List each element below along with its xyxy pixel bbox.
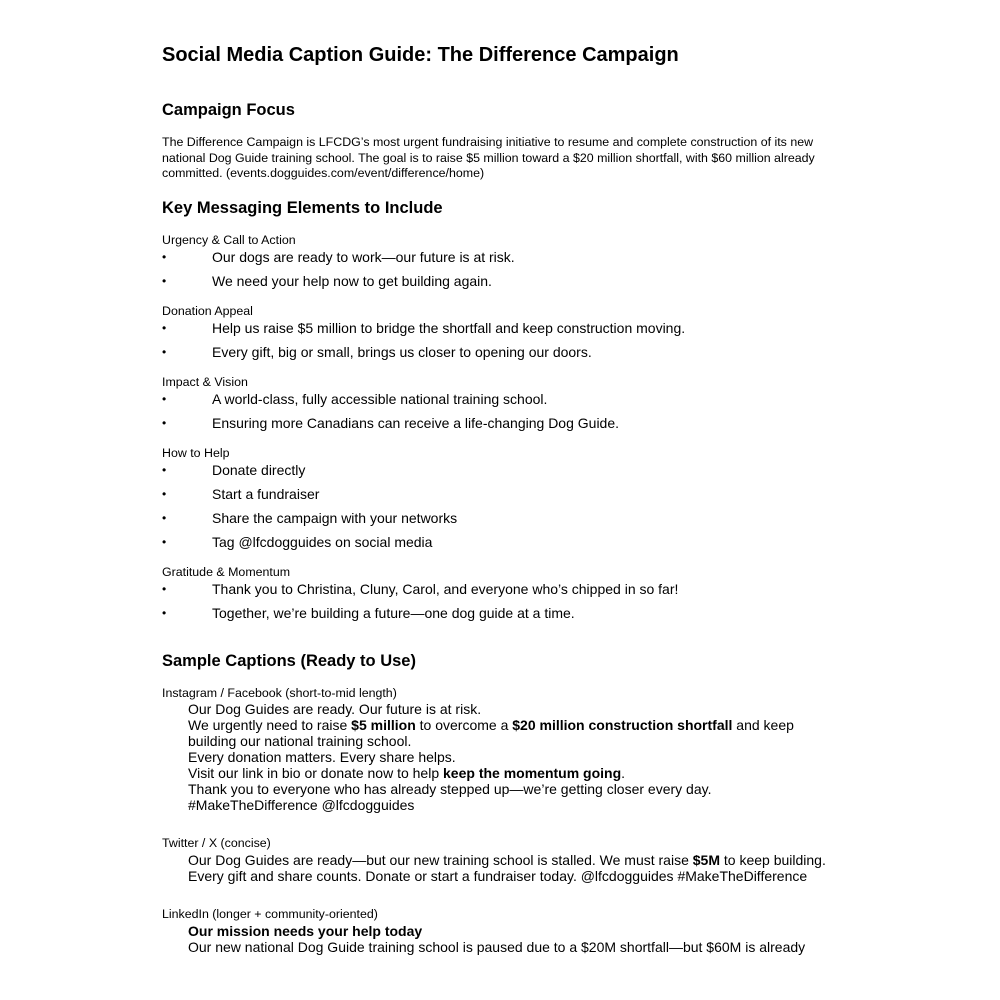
bullet-icon: •	[162, 511, 167, 525]
bullet-icon: •	[162, 345, 167, 359]
group-label-urgency: Urgency & Call to Action	[162, 233, 296, 247]
bullet-icon: •	[162, 582, 167, 596]
bullet-icon: •	[162, 535, 167, 549]
bullet-icon: •	[162, 392, 167, 406]
bullet-icon: •	[162, 321, 167, 335]
group-label-donation: Donation Appeal	[162, 304, 253, 318]
bullet-icon: •	[162, 463, 167, 477]
linkedin-label: LinkedIn (longer + community-oriented)	[162, 907, 378, 921]
campaign-focus-heading: Campaign Focus	[162, 101, 295, 119]
group-label-impact: Impact & Vision	[162, 375, 248, 389]
instagram-caption: Our Dog Guides are ready. Our future is at risk. We urgently need to raise $5 million to overcome a $20 million construction shortfall and keep building our national training school. Every donation matters. Every share helps. Visit our link in bio or donate now to help keep the momentum going. Thank you to everyone who has already stepped up—we’re getting closer every day. #MakeTheDifference @lfcdogguides	[188, 701, 794, 813]
linkedin-caption: Our mission needs your help today Our new national Dog Guide training school is paused due to a $20M shortfall—but $60M is already	[188, 923, 806, 955]
sample-captions-heading: Sample Captions (Ready to Use)	[162, 652, 416, 670]
instagram-label: Instagram / Facebook (short-to-mid length)	[162, 686, 397, 700]
group-label-gratitude: Gratitude & Momentum	[162, 565, 291, 579]
twitter-label: Twitter / X (concise)	[162, 836, 271, 850]
bullet-icon: •	[162, 250, 167, 264]
group-label-how-to-help: How to Help	[162, 446, 230, 460]
bullet-icon: •	[162, 606, 167, 620]
campaign-focus-text: The Difference Campaign is LFCDG’s most urgent fundraising initiative to resume and complete construction of its new national Dog Guide training school. The goal is to raise $5 million toward a $20 million shortfall, with $60 million already committed. (events.dogguides.com/event/difference/home)	[162, 135, 815, 181]
bullet-icon: •	[162, 416, 167, 430]
twitter-caption: Our Dog Guides are ready—but our new training school is stalled. We must raise $5M to keep building. Every gift and share counts. Donate or start a fundraiser today. @lfcdogguides #MakeTheDifference	[188, 852, 826, 884]
bullet-icon: •	[162, 487, 167, 501]
key-messaging-heading: Key Messaging Elements to Include	[162, 199, 443, 217]
page-title: Social Media Caption Guide: The Difference Campaign	[162, 44, 679, 66]
bullet-icon: •	[162, 274, 167, 288]
